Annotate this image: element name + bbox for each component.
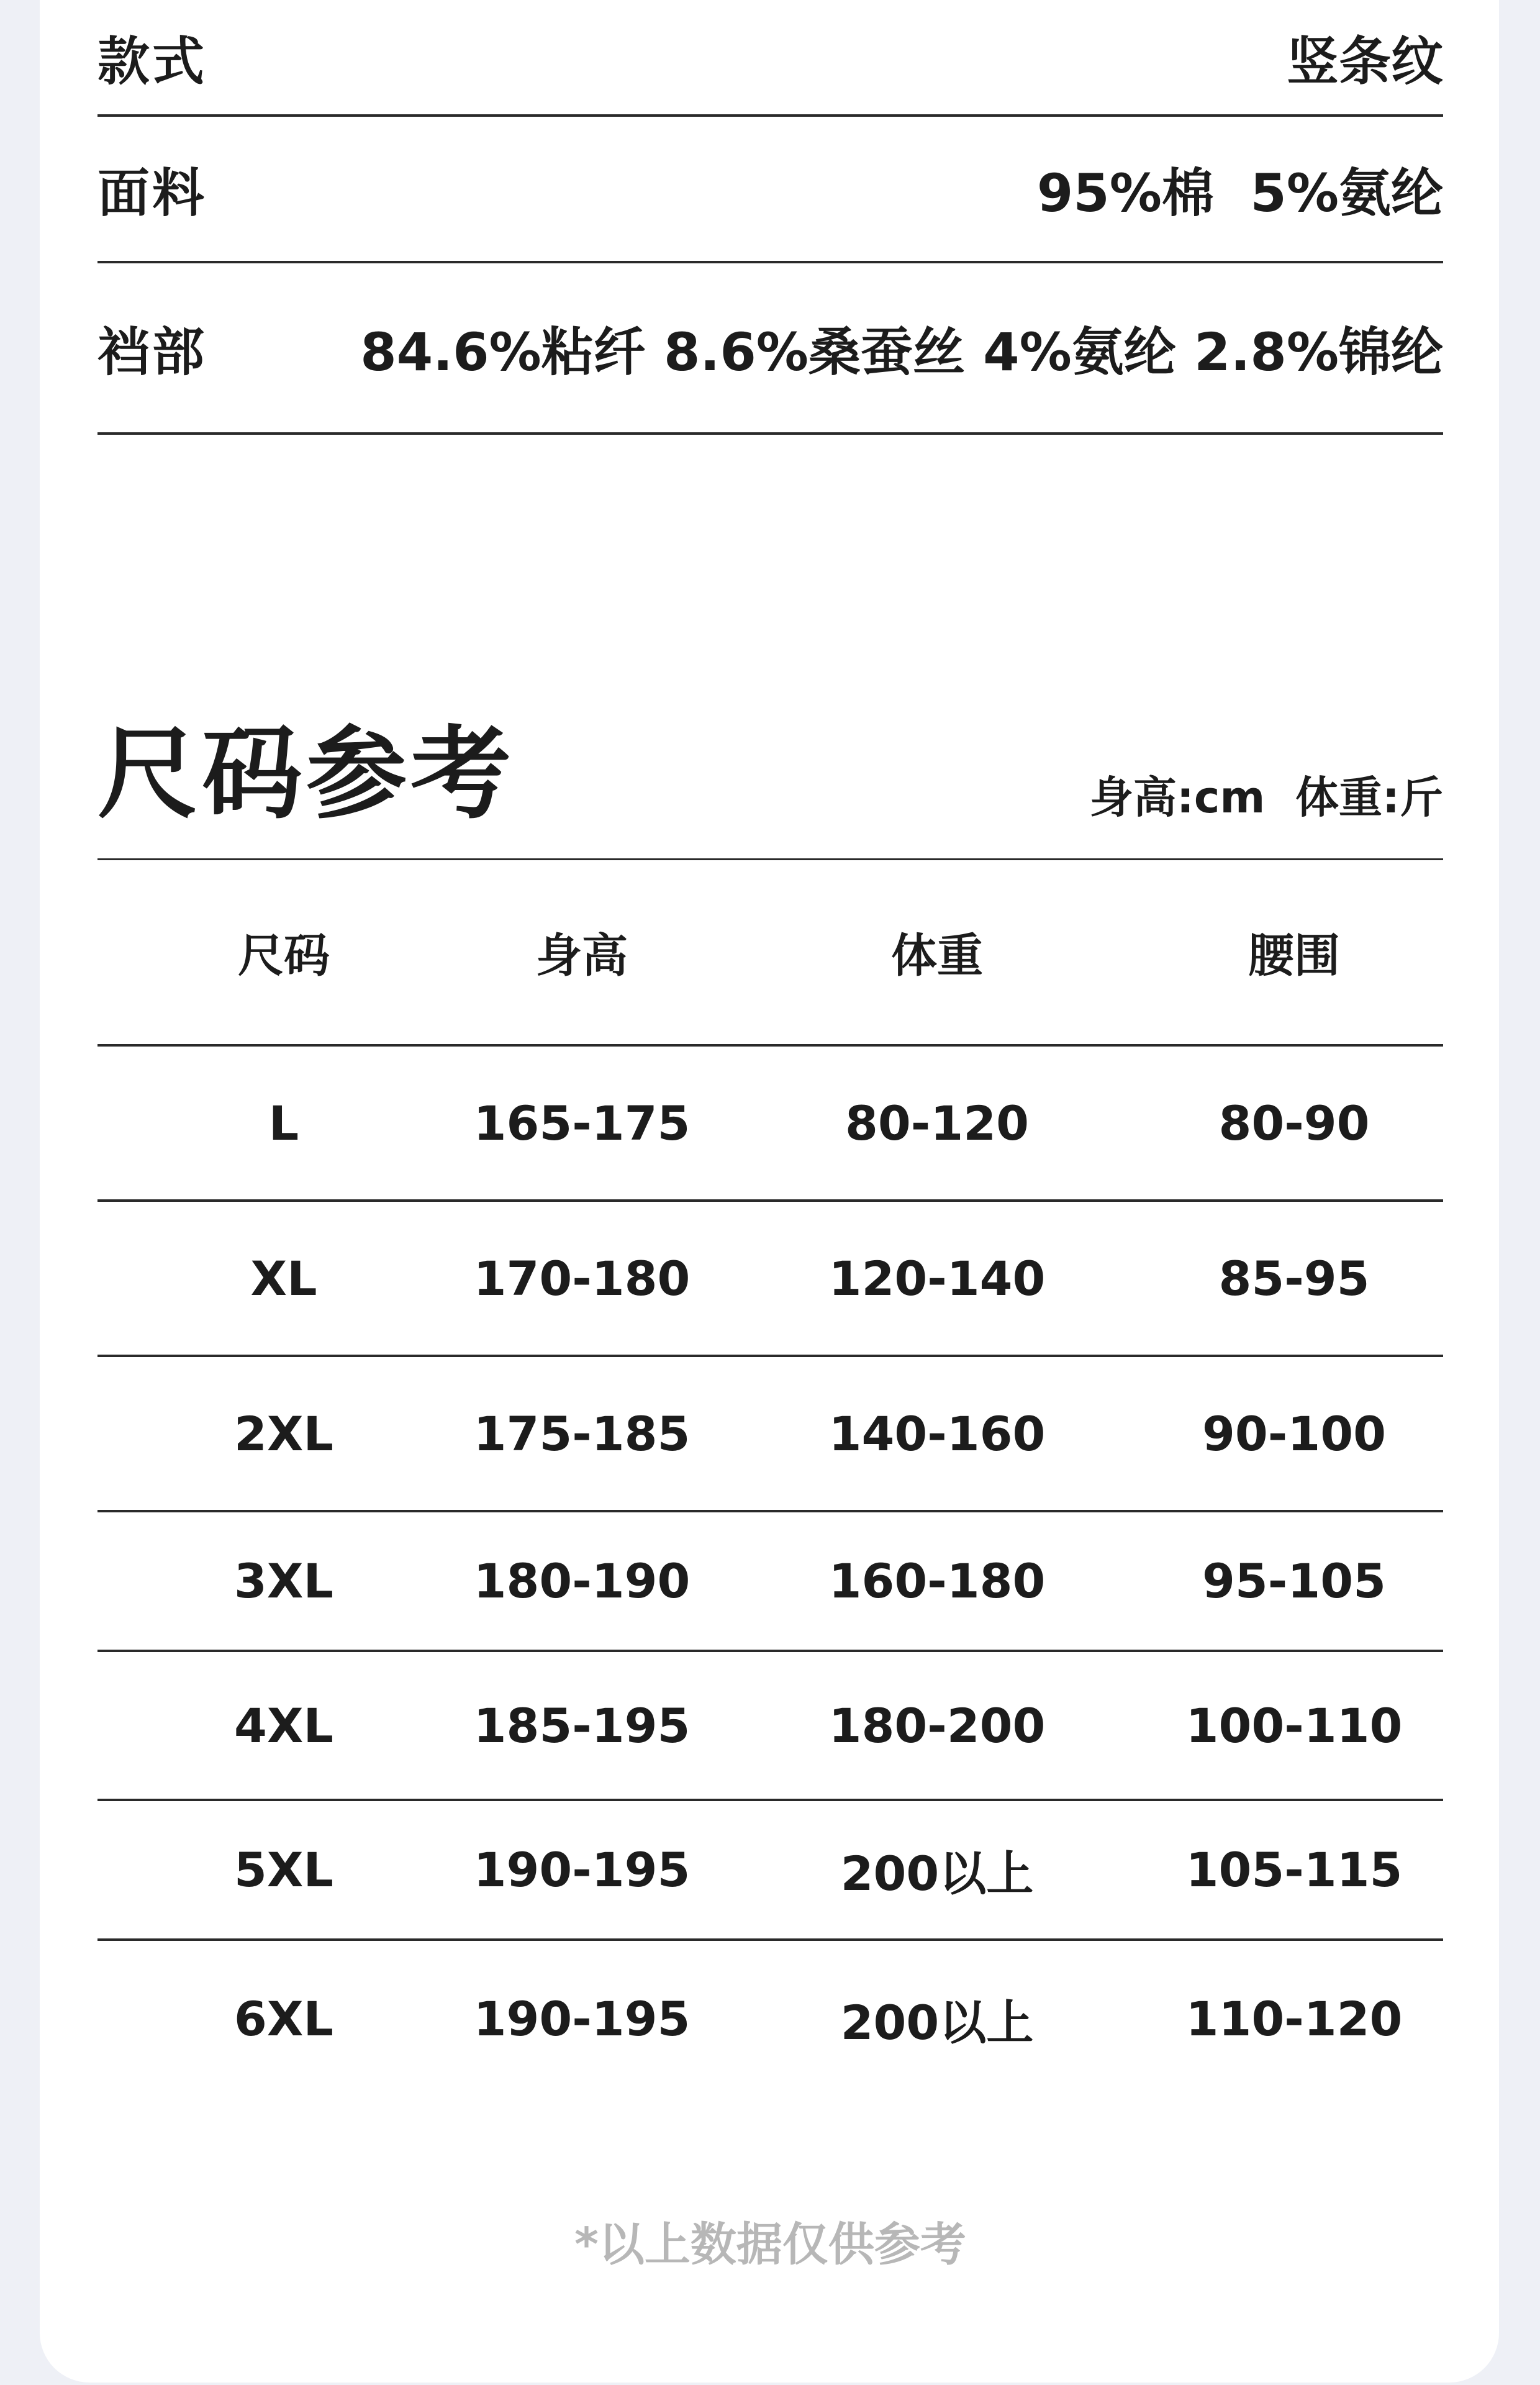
table-cell: 180-200 [828,1697,1046,1753]
spec-row-style [97,0,1443,117]
table-cell: L [268,1095,299,1151]
table-cell: 200以上 [840,1846,1034,1901]
size-units-note: 身高:cm 体重:斤 [1089,772,1443,823]
disclaimer-note: *以上数据仅供参考 [574,2218,966,2271]
table-row [97,1801,1443,1941]
spec-value: 竖条纹 [1286,30,1443,92]
column-header: 尺码 [238,929,330,983]
table-cell: 3XL [234,1553,333,1609]
table-cell: 170-180 [473,1250,691,1306]
spec-row-fabric [97,117,1443,263]
table-cell: 80-90 [1218,1095,1370,1151]
content-card [40,0,1499,2383]
table-cell: 95-105 [1202,1553,1386,1609]
table-cell: 185-195 [473,1697,691,1753]
table-cell: 90-100 [1202,1406,1386,1461]
table-cell: 2XL [234,1406,333,1461]
table-cell: XL [250,1250,317,1306]
table-row [97,1652,1443,1801]
spec-label: 款式 [97,30,207,92]
spec-row-crotch [97,263,1443,435]
table-header-row [97,860,1443,1047]
table-cell: 190-195 [473,1991,691,2047]
table-cell: 175-185 [473,1406,691,1461]
spec-label: 面料 [97,162,207,224]
table-cell: 160-180 [828,1553,1046,1609]
spec-value: 95%棉 5%氨纶 [1036,162,1443,224]
table-row [97,1202,1443,1357]
spec-value: 84.6%粘纤 8.6%桑蚕丝 4%氨纶 2.8%锦纶 [360,321,1443,383]
table-cell: 165-175 [473,1095,691,1151]
table-row [97,1047,1443,1202]
table-cell: 5XL [234,1842,333,1897]
table-cell: 120-140 [828,1250,1046,1306]
spec-label: 裆部 [97,321,207,383]
column-header: 身高 [536,929,628,983]
table-cell: 110-120 [1185,1991,1403,2047]
table-cell: 100-110 [1185,1697,1403,1753]
table-cell: 85-95 [1218,1250,1370,1306]
table-row [97,1357,1443,1512]
table-row [97,1512,1443,1652]
table-row [97,1941,1443,2096]
table-cell: 105-115 [1185,1842,1403,1897]
size-chart-title: 尺码参考 [97,716,515,833]
table-cell: 4XL [234,1697,333,1753]
table-cell: 200以上 [840,1994,1034,2050]
table-cell: 180-190 [473,1553,691,1609]
column-header: 体重 [891,929,983,983]
column-header: 腰围 [1248,929,1340,983]
table-cell: 140-160 [828,1406,1046,1461]
table-cell: 190-195 [473,1842,691,1897]
table-cell: 6XL [234,1991,333,2047]
table-cell: 80-120 [845,1095,1029,1151]
